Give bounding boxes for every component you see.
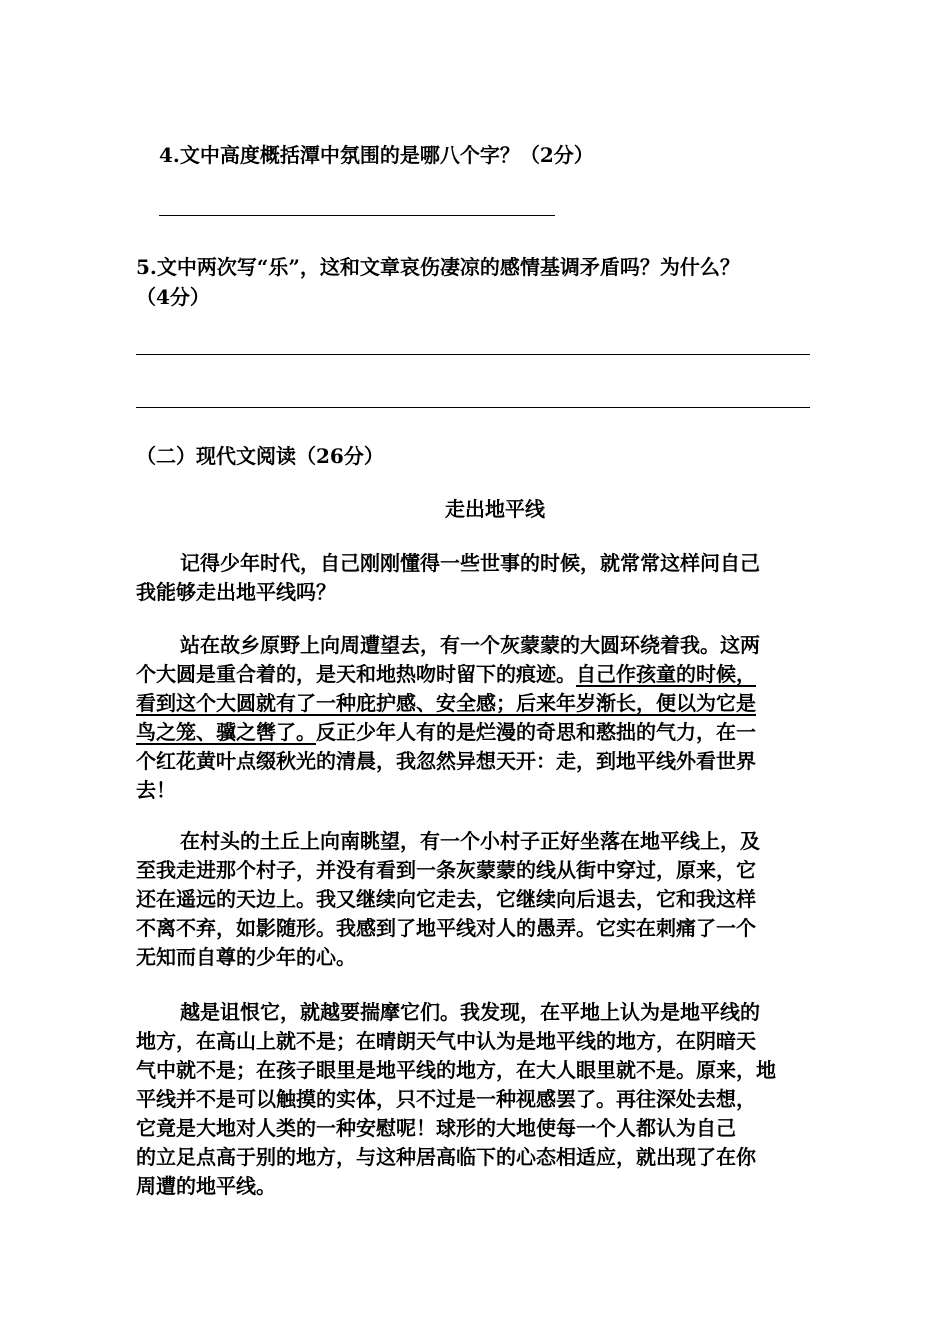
paragraph-2-line: 站在故乡原野上向周遭望去，有一个灰蒙蒙的大圆环绕着我。这两 — [180, 633, 760, 657]
paragraph-4-line: 平线并不是可以触摸的实体，只不过是一种视感罢了。再往深处去想， — [136, 1087, 756, 1111]
paragraph-4-line: 地方，在高山上就不是；在晴朗天气中认为是地平线的地方，在阴暗天 — [136, 1029, 756, 1053]
paragraph-1 — [136, 549, 816, 607]
question-4: 4.文中高度概括潭中氛围的是哪八个字？（2分） — [159, 143, 594, 167]
paragraph-2-line: 去！ — [136, 778, 176, 802]
paragraph-4-line: 它竟是大地对人类的一种安慰呢！球形的大地使每一个人都认为自己 — [136, 1116, 736, 1140]
underlined-text: 自己作孩童的时候， — [576, 662, 756, 686]
answer-line-q4[interactable] — [159, 215, 555, 216]
paragraph-3-line: 无知而自尊的少年的心。 — [136, 945, 356, 969]
paragraph-2 — [136, 631, 816, 805]
paragraph-2-line — [136, 660, 816, 689]
underlined-text: 鸟之笼、骥之辔了。 — [136, 720, 316, 744]
paragraph-3-line: 还在遥远的天边上。我又继续向它走去，它继续向后退去，它和我这样 — [136, 887, 756, 911]
answer-line-q5-2[interactable] — [136, 407, 810, 408]
question-5-line2: （4分） — [136, 285, 210, 309]
paragraph-1-line: 我能够走出地平线吗？ — [136, 580, 336, 604]
underlined-text: 看到这个大圆就有了一种庇护感、安全感；后来年岁渐长，便以为它是 — [136, 691, 756, 715]
article-title: 走出地平线 — [445, 497, 545, 521]
section-heading: （二）现代文阅读（26分） — [136, 444, 384, 468]
paragraph-4-line: 周遭的地平线。 — [136, 1174, 276, 1198]
paragraph-3-line: 不离不弃，如影随形。我感到了地平线对人的愚弄。它实在刺痛了一个 — [136, 916, 756, 940]
paragraph-2-text: 个大圆是重合着的，是天和地热吻时留下的痕迹。 — [136, 662, 576, 686]
paragraph-4-line: 的立足点高于别的地方，与这种居高临下的心态相适应，就出现了在你 — [136, 1145, 756, 1169]
question-5-line1: 5.文中两次写“乐”，这和文章哀伤凄凉的感情基调矛盾吗？为什么？ — [136, 255, 740, 279]
answer-line-q5-1[interactable] — [136, 354, 810, 355]
paragraph-4 — [136, 998, 816, 1201]
paragraph-4-line: 越是诅恨它，就越要揣摩它们。我发现，在平地上认为是地平线的 — [180, 1000, 760, 1024]
paragraph-2-line — [136, 689, 816, 718]
paragraph-4-line: 气中就不是；在孩子眼里是地平线的地方，在大人眼里就不是。原来，地 — [136, 1058, 776, 1082]
paragraph-2-text: 反正少年人有的是烂漫的奇思和憨拙的气力，在一 — [316, 720, 756, 744]
paragraph-2-line — [136, 718, 816, 747]
paragraph-3-line: 在村头的土丘上向南眺望，有一个小村子正好坐落在地平线上，及 — [180, 829, 760, 853]
paragraph-3-line: 至我走进那个村子，并没有看到一条灰蒙蒙的线从街中穿过，原来，它 — [136, 858, 756, 882]
paragraph-3 — [136, 827, 816, 972]
paragraph-2-line: 个红花黄叶点缀秋光的清晨，我忽然异想天开：走，到地平线外看世界 — [136, 749, 756, 773]
paragraph-1-line: 记得少年时代，自己刚刚懂得一些世事的时候，就常常这样问自己 — [180, 551, 760, 575]
